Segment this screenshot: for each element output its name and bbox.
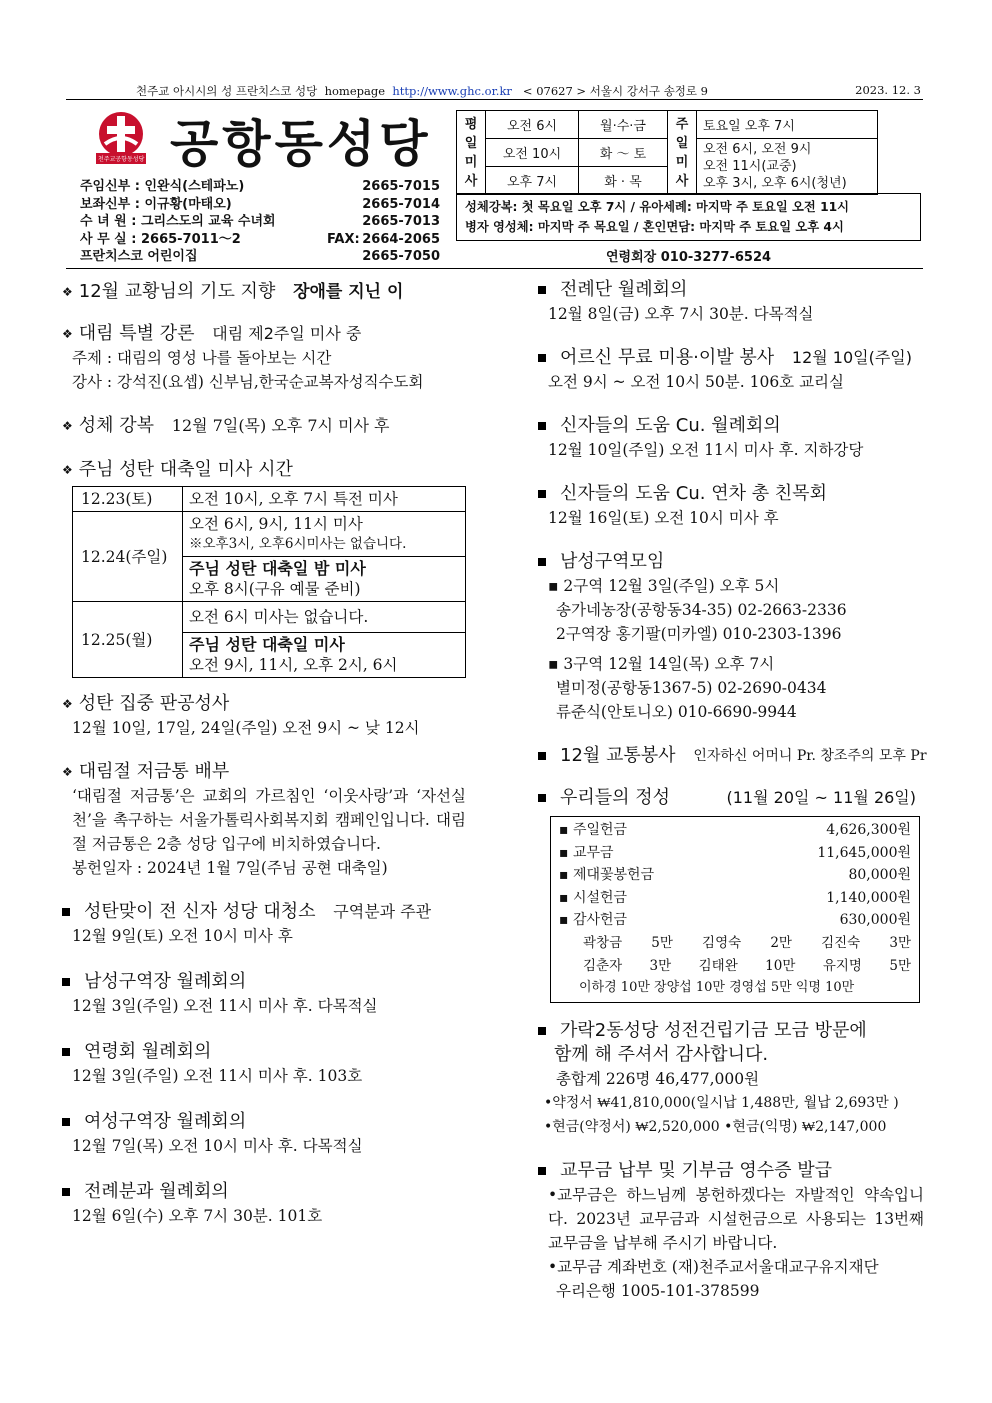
offering-row: ▪ 감사헌금 630,000원	[559, 909, 911, 932]
issue-date: 2023. 12. 3	[855, 83, 921, 97]
schedule-days: 화 ～ 토	[579, 139, 668, 167]
text-line: •교무금 계좌번호 (재)천주교서울대교구유지재단	[548, 1257, 879, 1276]
section-heading: 전례단 월례회의	[538, 278, 930, 302]
logo-caption: 천주교공항동성당	[96, 153, 146, 164]
section-heading: 가락2동성당 성전건립기금 모금 방문에	[538, 1019, 930, 1043]
account-number: 우리은행 1005-101-378599	[556, 1281, 760, 1300]
text-paragraph: ‘대림절 저금통’은 교회의 가르침인 ‘이웃사랑’과 ‘자선실천’을 촉구하는 서울가톨릭사회복지회 캠페인입니다. 대림절 저금통은 2층 성당 입구에 비치하였습니다.	[72, 787, 466, 853]
diamond-bullet-icon: ❖	[62, 463, 73, 477]
offering-row: ▪ 교무금 11,645,000원	[559, 842, 911, 865]
staff-row: 사 무 실 : 2665-7011～2 FAX: 2664-2065	[80, 231, 440, 247]
square-bullet-icon	[538, 490, 546, 498]
staff-list	[80, 178, 440, 266]
square-bullet-icon	[538, 1027, 546, 1035]
section-heading: 12월 교통봉사 인자하신 어머니 Pr. 창조주의 모후 Pr	[538, 744, 930, 768]
text-line: ▪ 2구역 12월 3일(주일) 오후 5시	[548, 577, 780, 595]
square-bullet-icon	[538, 286, 546, 294]
right-column	[538, 278, 930, 1303]
text-line: 12월 8일(금) 오후 7시 30분. 다목적실	[548, 305, 814, 323]
square-bullet-icon	[538, 354, 546, 362]
header-bottom-divider	[66, 268, 923, 269]
christmas-mass-table	[72, 486, 466, 678]
square-bullet-icon	[62, 1048, 70, 1056]
section-heading: ❖ 대림 특별 강론 대림 제2주일 미사 중	[62, 323, 362, 344]
time-cell: 오전 6시, 9시, 11시 미사 ※오후3시, 오후6시미사는 없습니다.	[183, 512, 466, 557]
text-line: 오전 9시 ~ 오전 10시 50분. 106호 교리실	[548, 373, 844, 391]
time-cell: 주님 성탄 대축일 미사 오전 9시, 11시, 오후 2시, 6시	[183, 633, 466, 678]
square-bullet-icon	[62, 978, 70, 986]
text-line: 강사 : 강석진(요셉) 신부님,한국순교복자성직수도회	[72, 373, 424, 391]
text-line: 2구역장 홍기팔(미카엘) 010-2303-1396	[556, 625, 842, 643]
text-line: 별미정(공항동1367-5) 02-2690-0434	[556, 679, 827, 697]
section-heading: ❖ 12월 교황님의 기도 지향 장애를 지닌 이	[62, 281, 404, 302]
text-line: 12월 7일(목) 오전 10시 미사 후. 다목적실	[72, 1137, 363, 1155]
text-line: 12월 10일, 17일, 24일(주일) 오전 9시 ~ 낮 12시	[72, 719, 420, 737]
donor-row: 김춘자 3만 김태완 10만 유지명 5만	[583, 957, 911, 974]
donor-row: 곽창금 5만 김영숙 2만 김진숙 3만	[583, 934, 911, 951]
date-cell: 12.23(토)	[73, 487, 183, 512]
section-heading: ❖ 대림절 저금통 배부	[62, 761, 230, 782]
homepage-label: homepage	[324, 84, 386, 98]
section-heading: ❖ 성체 강복 12월 7일(목) 오후 7시 미사 후	[62, 415, 390, 436]
offering-row: ▪ 제대꽃봉헌금 80,000원	[559, 864, 911, 887]
sacrament-notes	[456, 193, 921, 241]
diamond-bullet-icon: ❖	[62, 285, 73, 299]
offering-row: ▪ 주일헌금 4,626,300원	[559, 819, 911, 842]
funeral-contact: 연령회장 010-3277-6524	[606, 250, 772, 265]
homepage-link[interactable]: http://www.ghc.or.kr	[392, 84, 512, 98]
staff-row: 프란치스코 어린이집 2665-7050	[80, 249, 440, 264]
left-column	[62, 280, 470, 1228]
text-line: •현금(약정서) ₩2,520,000 •현금(익명) ₩2,147,000	[544, 1118, 887, 1135]
staff-row: 보좌신부 : 이규황(마태오) 2665-7014	[80, 196, 440, 212]
section-heading: 남성구역장 월례회의	[62, 970, 470, 994]
text-line: ▪ 3구역 12월 14일(목) 오후 7시	[548, 655, 775, 673]
text-line: 12월 3일(주일) 오전 11시 미사 후. 다목적실	[72, 997, 378, 1015]
donor-row: 이하경 10만 장양섭 10만 경영섭 5만 익명 10만	[579, 980, 855, 996]
text-line: 봉헌일자 : 2024년 1월 7일(주님 공현 대축일)	[72, 859, 388, 877]
header-divider	[66, 99, 923, 100]
section-heading: 어르신 무료 미용·이발 봉사 12월 10일(주일)	[538, 346, 930, 370]
section-heading: 여성구역장 월례회의	[62, 1110, 470, 1134]
text-line: 송가네농장(공항동34-35) 02-2663-2336	[556, 601, 847, 619]
text-line: 주제 : 대림의 영성 나를 돌아보는 시간	[72, 349, 332, 367]
square-bullet-icon	[62, 1188, 70, 1196]
schedule-time: 오전 6시	[486, 111, 579, 139]
square-bullet-icon	[62, 908, 70, 916]
sunday-time: 토요일 오후 7시	[697, 111, 878, 139]
time-cell: 오전 10시, 오후 7시 특전 미사	[183, 487, 466, 512]
text-paragraph: •교무금은 하느님께 봉헌하겠다는 자발적인 약속입니다. 2023년 교무금과 시설헌금으로 사용되는 13번째 교무금을 납부해 주시기 바랍니다.	[548, 1185, 924, 1252]
time-cell: 오전 6시 미사는 없습니다.	[183, 602, 466, 633]
church-title: 공항동성당	[170, 115, 432, 173]
address: < 07627 > 서울시 강서구 송정로 9	[522, 84, 708, 98]
text-line: 총합계 226명 46,477,000원	[556, 1069, 760, 1088]
square-bullet-icon	[62, 1118, 70, 1126]
square-bullet-icon	[538, 752, 546, 760]
text-line: 12월 16일(토) 오전 10시 미사 후	[548, 509, 779, 527]
section-heading: 남성구역모임	[538, 550, 930, 574]
diamond-bullet-icon: ❖	[62, 697, 73, 711]
square-bullet-icon	[538, 794, 546, 802]
weekday-label: 평일미사	[457, 111, 486, 195]
text-line: 류준식(안토니오) 010-6690-9944	[556, 703, 797, 721]
section-heading: 신자들의 도움 Cu. 월례회의	[538, 414, 930, 438]
sunday-times: 오전 6시, 오전 9시 오전 11시(교중) 오후 3시, 오후 6시(청년)	[697, 139, 878, 195]
schedule-days: 월·수·금	[579, 111, 668, 139]
date-cell: 12.24(주일)	[73, 512, 183, 602]
section-heading: ❖ 성탄 집중 판공성사	[62, 693, 230, 714]
sunday-label: 주일미사	[668, 111, 697, 195]
section-heading: ❖ 주님 성탄 대축일 미사 시간	[62, 459, 293, 480]
text-line: 12월 6일(수) 오후 7시 30분. 101호	[72, 1207, 323, 1225]
section-heading: 신자들의 도움 Cu. 연차 총 친목회	[538, 482, 930, 506]
offering-table	[550, 816, 920, 1003]
diamond-bullet-icon: ❖	[62, 327, 73, 341]
diamond-bullet-icon: ❖	[62, 419, 73, 433]
diamond-bullet-icon: ❖	[62, 765, 73, 779]
org-line: 천주교 아시시의 성 프란치스코 성당	[136, 84, 318, 98]
staff-row: 수 녀 원 : 그리스도의 교육 수녀회 2665-7013	[80, 214, 440, 229]
note-line: 병자 영성체: 마지막 주 목요일 / 혼인면담: 마지막 주 토요일 오후 4시	[465, 220, 844, 234]
mass-schedule	[456, 110, 878, 195]
text-line: 12월 3일(주일) 오전 11시 미사 후. 103호	[72, 1067, 363, 1085]
staff-row: 주임신부 : 인완식(스테파노) 2665-7015	[80, 179, 440, 194]
date-cell: 12.25(월)	[73, 602, 183, 678]
section-heading: 전례분과 월례회의	[62, 1180, 470, 1204]
note-line: 성체강복: 첫 목요일 오후 7시 / 유아세례: 마지막 주 토요일 오전 11시	[465, 200, 850, 214]
text-line: •약정서 ₩41,810,000(일시납 1,488만, 월납 2,693만 )	[544, 1094, 899, 1111]
schedule-time: 오전 10시	[486, 139, 579, 167]
square-bullet-icon	[538, 1167, 546, 1175]
section-heading: 연령회 월례회의	[62, 1040, 470, 1064]
section-heading: 우리들의 정성 (11월 20일 ~ 11월 26일)	[538, 786, 930, 810]
section-heading: 성탄맞이 전 신자 성당 대청소 구역분과 주관	[62, 900, 470, 924]
schedule-days: 화 · 목	[579, 167, 668, 195]
text-line: 12월 10일(주일) 오전 11시 미사 후. 지하강당	[548, 441, 864, 459]
schedule-time: 오후 7시	[486, 167, 579, 195]
text-line: 12월 9일(토) 오전 10시 미사 후	[72, 927, 293, 945]
section-heading: 교무금 납부 및 기부금 영수증 발급	[538, 1159, 930, 1183]
offering-row: ▪ 시설헌금 1,140,000원	[559, 887, 911, 910]
square-bullet-icon	[538, 422, 546, 430]
time-cell: 주님 성탄 대축일 밤 미사 오후 8시(구유 예물 준비)	[183, 557, 466, 602]
square-bullet-icon	[538, 558, 546, 566]
heading-continued: 함께 해 주셔서 감사합니다.	[554, 1043, 769, 1065]
